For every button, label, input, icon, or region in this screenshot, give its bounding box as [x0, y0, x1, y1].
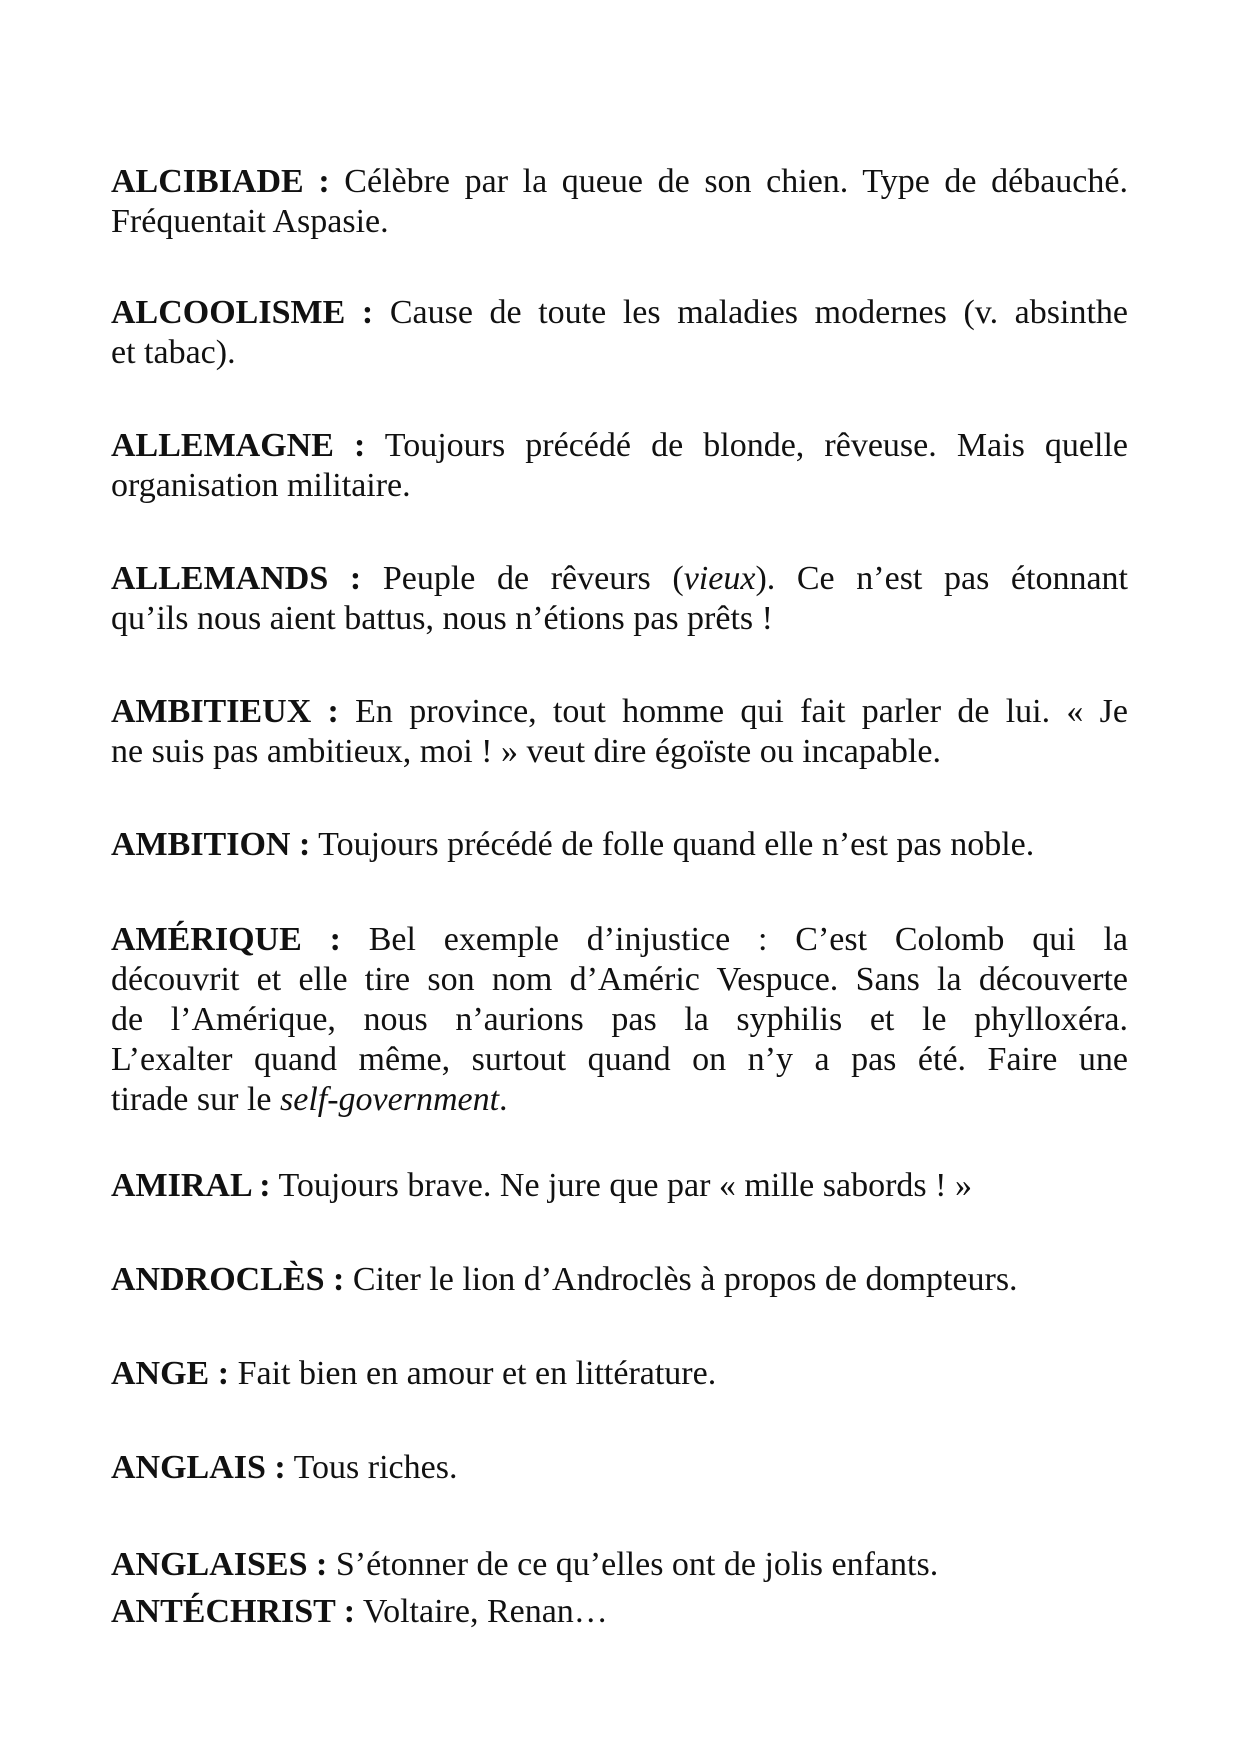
definition-text: Toujours précédé de folle quand elle n’est pas noble.	[310, 826, 1035, 863]
entry-line	[111, 162, 1128, 202]
definition-text: Voltaire, Renan…	[355, 1593, 608, 1630]
definition-text: .	[499, 1081, 508, 1118]
dictionary-entry	[111, 559, 1128, 639]
definition-text: tirade sur le	[111, 1081, 280, 1118]
entry-line	[111, 1166, 1128, 1206]
definition-text: Fréquentait Aspasie.	[111, 203, 389, 240]
definition-text: et tabac).	[111, 334, 236, 371]
definition-text: Citer le lion d’Androclès à propos de dompteurs.	[344, 1261, 1018, 1298]
definition-text: Peuple de rêveurs (	[361, 560, 684, 597]
dictionary-entry	[111, 1448, 1128, 1488]
entry-line	[111, 692, 1128, 732]
entry-line	[111, 1545, 1128, 1585]
entry-line	[111, 960, 1128, 1000]
dictionary-entry	[111, 692, 1128, 772]
entry-term: ANGLAIS :	[111, 1449, 286, 1486]
entry-term: ANTÉCHRIST :	[111, 1593, 356, 1630]
definition-text: L’exalter quand même, surtout quand on n’y a pas été. Faire une	[111, 1041, 1128, 1078]
entry-line	[111, 825, 1128, 865]
entry-term: AMÉRIQUE :	[111, 921, 341, 958]
italic-text: vieux	[683, 560, 756, 597]
entry-term: ANDROCLÈS :	[111, 1261, 345, 1298]
dictionary-entry	[111, 162, 1128, 242]
dictionary-entry	[111, 1592, 1128, 1632]
definition-text: organisation militaire.	[111, 467, 411, 504]
entry-term: AMBITION :	[111, 826, 311, 863]
definition-text: Toujours brave. Ne jure que par « mille sabords ! »	[270, 1167, 972, 1204]
entry-line	[111, 202, 1128, 242]
dictionary-entry	[111, 1166, 1128, 1206]
entry-term: AMIRAL :	[111, 1167, 271, 1204]
entry-line	[111, 559, 1128, 599]
entry-line	[111, 1260, 1128, 1300]
entry-line	[111, 466, 1128, 506]
entry-line	[111, 920, 1128, 960]
definition-text: Tous riches.	[285, 1449, 458, 1486]
dictionary-entry	[111, 825, 1128, 865]
entry-line	[111, 1448, 1128, 1488]
definition-text: découvrit et elle tire son nom d’Améric Vespuce. Sans la découverte	[111, 961, 1128, 998]
dictionary-entry	[111, 1260, 1128, 1300]
entry-line	[111, 426, 1128, 466]
entry-line	[111, 1000, 1128, 1040]
dictionary-entry	[111, 293, 1128, 373]
definition-text: S’étonner de ce qu’elles ont de jolis enfants.	[327, 1546, 939, 1583]
entry-line	[111, 293, 1128, 333]
entry-line	[111, 1040, 1128, 1080]
definition-text: ne suis pas ambitieux, moi ! » veut dire égoïste ou incapable.	[111, 733, 941, 770]
entry-line	[111, 333, 1128, 373]
entry-term: ALCOOLISME :	[111, 294, 374, 331]
definition-text: qu’ils nous aient battus, nous n’étions pas prêts !	[111, 600, 773, 637]
dictionary-entry	[111, 426, 1128, 506]
dictionary-entry	[111, 1545, 1128, 1585]
definition-text: Cause de toute les maladies modernes (v. absinthe	[373, 294, 1128, 331]
entry-line	[111, 599, 1128, 639]
entry-line	[111, 1592, 1128, 1632]
definition-text: de l’Amérique, nous n’aurions pas la syphilis et le phylloxéra.	[111, 1001, 1128, 1038]
italic-text: self-government	[280, 1081, 500, 1118]
entry-term: ALLEMAGNE :	[111, 427, 366, 464]
entry-term: AMBITIEUX :	[111, 693, 339, 730]
entry-line	[111, 1080, 1128, 1120]
entry-term: ANGLAISES :	[111, 1546, 328, 1583]
entry-line	[111, 732, 1128, 772]
definition-text: Fait bien en amour et en littérature.	[229, 1355, 717, 1392]
definition-text: Toujours précédé de blonde, rêveuse. Mais quelle	[365, 427, 1128, 464]
definition-text: ). Ce n’est pas étonnant	[755, 560, 1129, 597]
entry-line	[111, 1354, 1128, 1394]
definition-text: Célèbre par la queue de son chien. Type de débauché.	[329, 163, 1128, 200]
definition-text: En province, tout homme qui fait parler de lui. « Je	[338, 693, 1128, 730]
definition-text: Bel exemple d’injustice : C’est Colomb qui la	[340, 921, 1129, 958]
entry-term: ANGE :	[111, 1355, 230, 1392]
entry-term: ALCIBIADE :	[111, 163, 330, 200]
dictionary-entry	[111, 920, 1128, 1120]
dictionary-entry	[111, 1354, 1128, 1394]
entry-term: ALLEMANDS :	[111, 560, 362, 597]
